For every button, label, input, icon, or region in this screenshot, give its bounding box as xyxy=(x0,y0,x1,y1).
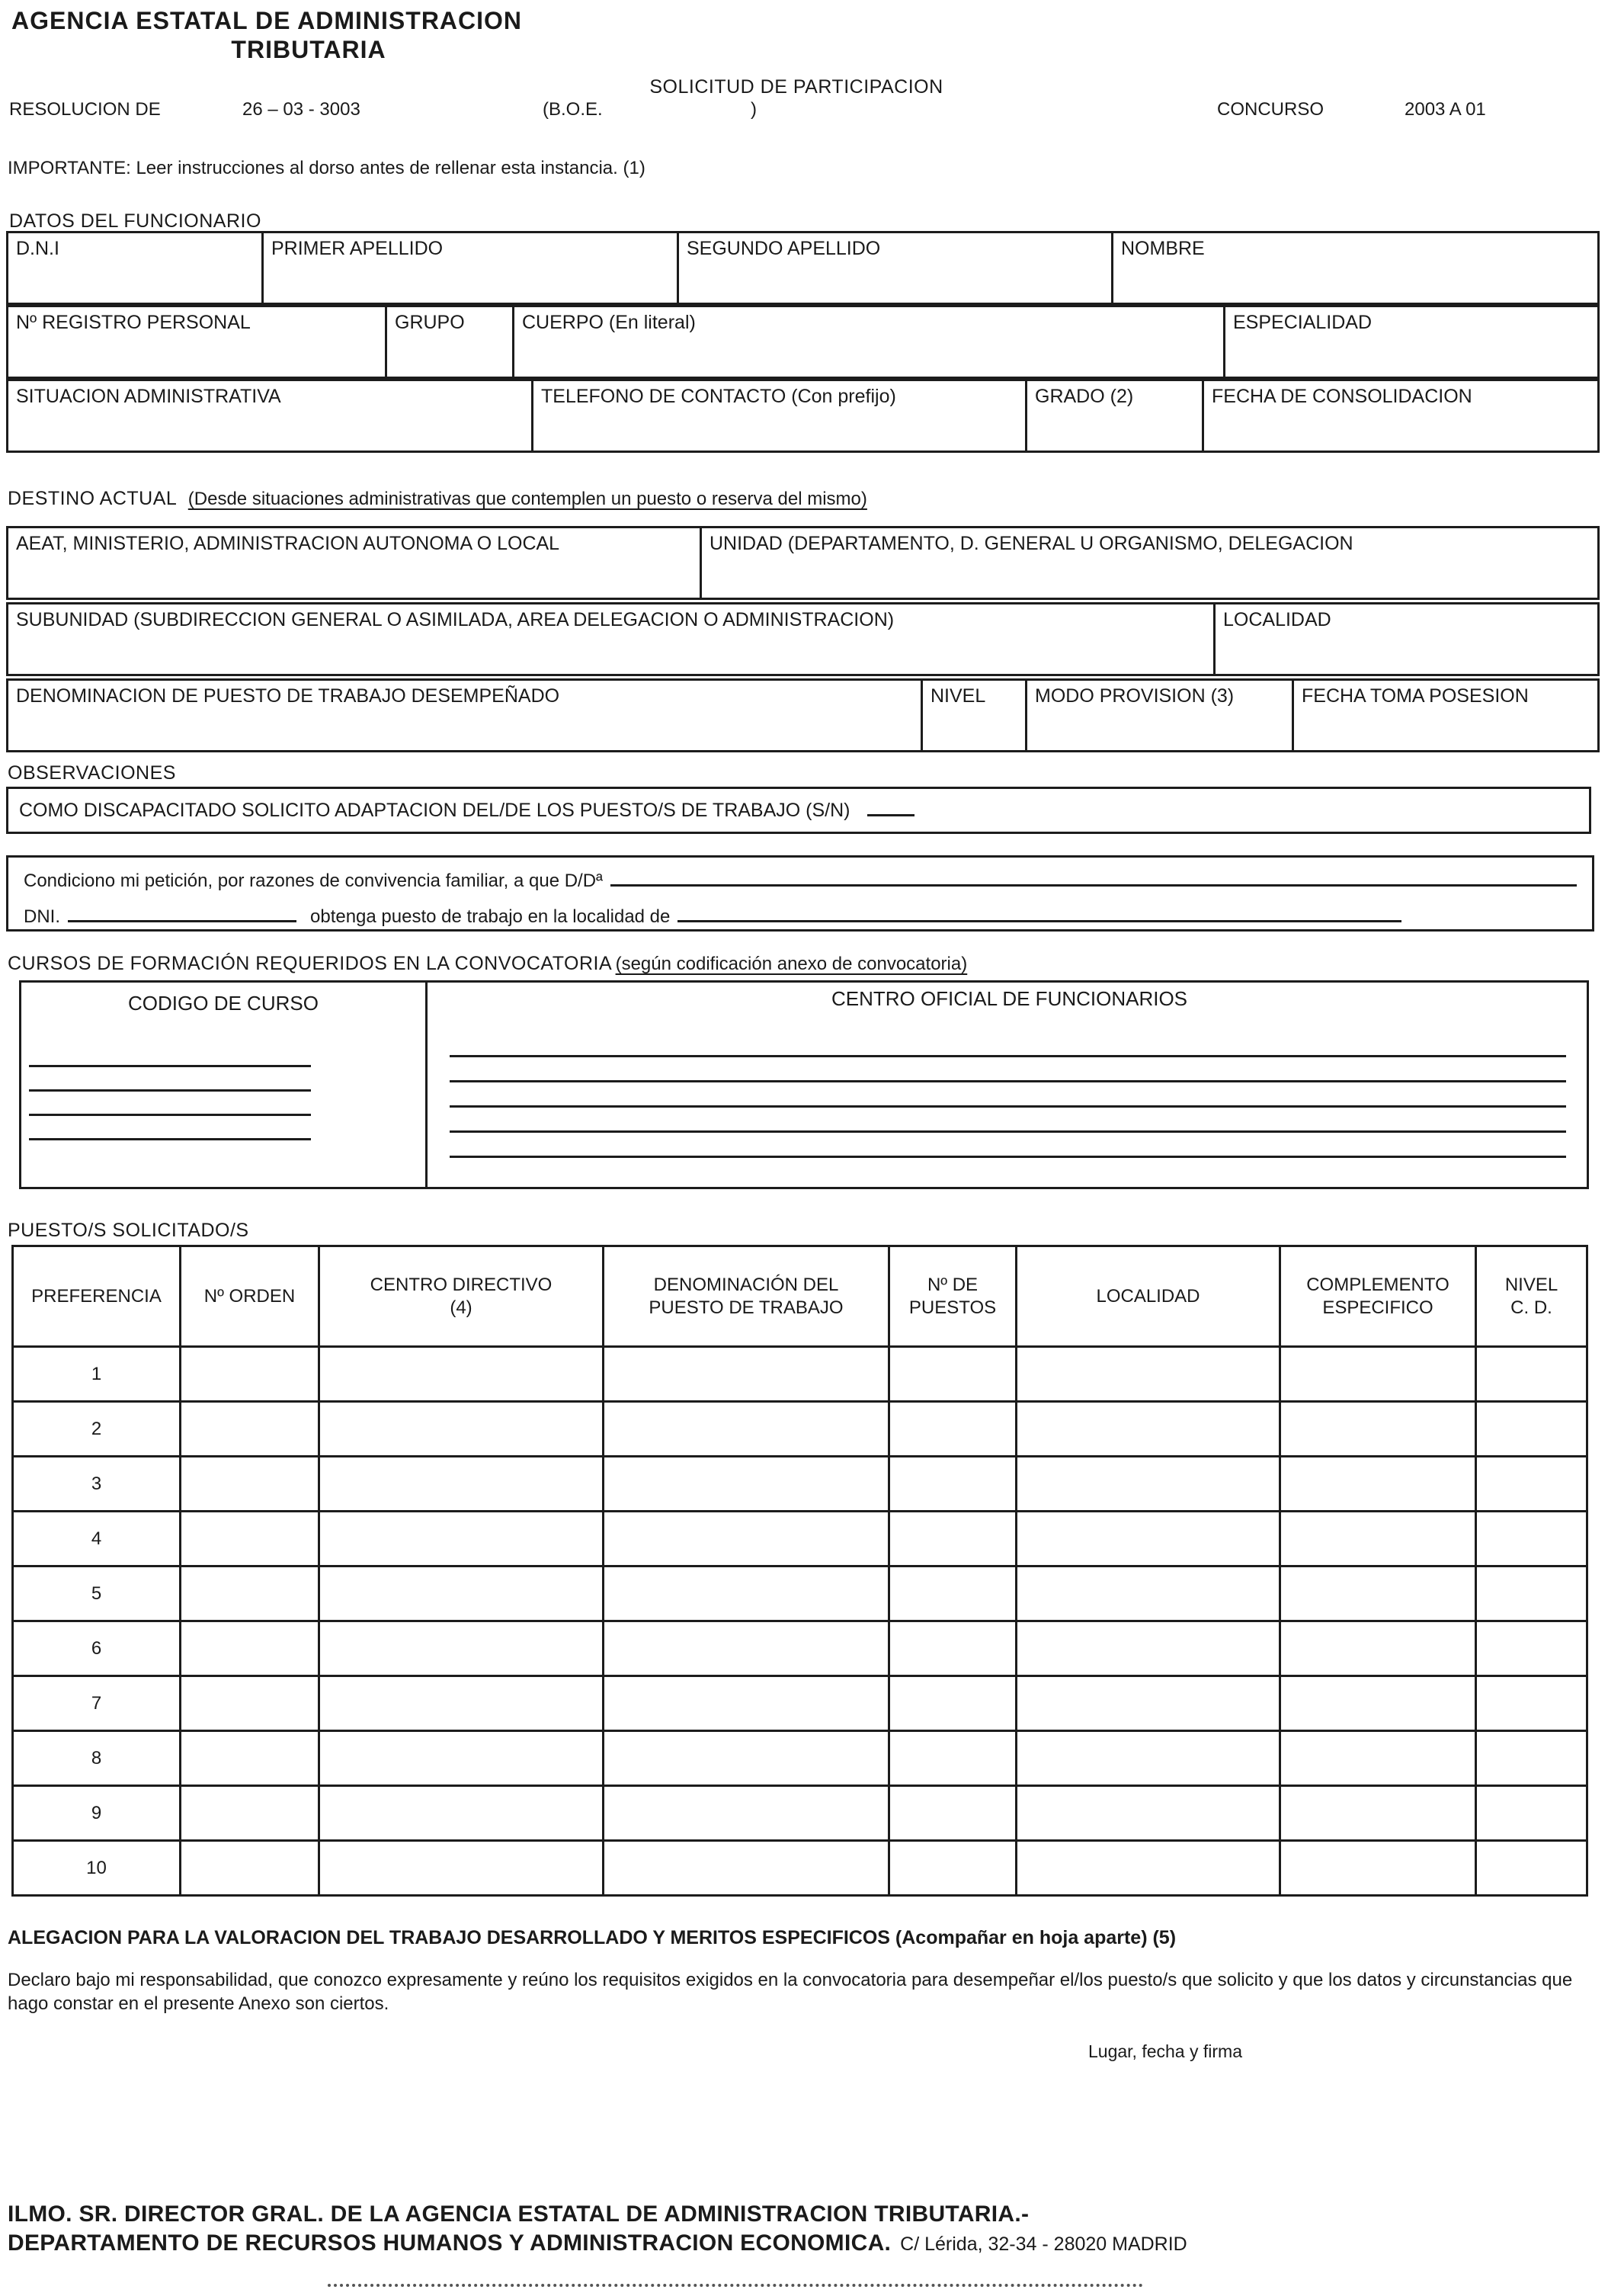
preferencia-number: 3 xyxy=(13,1457,181,1512)
puesto-cell xyxy=(889,1566,1017,1621)
puestos-row xyxy=(13,1566,1587,1621)
puesto-cell xyxy=(604,1402,889,1457)
preferencia-number: 9 xyxy=(13,1786,181,1841)
puesto-cell xyxy=(319,1457,604,1512)
puesto-cell xyxy=(889,1841,1017,1896)
puesto-cell xyxy=(1017,1566,1280,1621)
resolucion-label: RESOLUCION DE xyxy=(9,99,161,120)
preferencia-number: 1 xyxy=(13,1347,181,1402)
puestos-row xyxy=(13,1402,1587,1457)
puesto-cell xyxy=(181,1621,319,1676)
section-title-destino-actual xyxy=(8,488,867,510)
field-registro-personal: Nº REGISTRO PERSONAL xyxy=(8,306,386,378)
preferencia-number: 8 xyxy=(13,1731,181,1786)
puesto-cell xyxy=(1476,1512,1587,1566)
blank-line-localidad xyxy=(677,903,1401,922)
field-grado: GRADO (2) xyxy=(1027,380,1203,452)
puesto-cell xyxy=(1280,1402,1476,1457)
puestos-row xyxy=(13,1841,1587,1896)
puesto-cell xyxy=(181,1512,319,1566)
blank-line-sn xyxy=(867,797,915,816)
important-note: IMPORTANTE: Leer instrucciones al dorso antes de rellenar esta instancia. (1) xyxy=(8,158,645,178)
footer-line1: ILMO. SR. DIRECTOR GRAL. DE LA AGENCIA ESTATAL DE ADMINISTRACION TRIBUTARIA.- xyxy=(8,2201,1030,2227)
codigo-blank-line xyxy=(29,1065,311,1067)
puesto-cell xyxy=(1280,1841,1476,1896)
declaracion-text: Declaro bajo mi responsabilidad, que conozco expresamente y reúno los requisitos exigidos en la convocatoria para desempeñar el/los puesto/s que solicito y que los datos y circunstancias que hago constar en el presente Anexo son ciertos. xyxy=(8,1970,1573,2014)
blank-line-nombre-familiar xyxy=(610,867,1577,887)
puesto-cell xyxy=(889,1676,1017,1731)
puesto-cell xyxy=(319,1841,604,1896)
puesto-cell xyxy=(1476,1841,1587,1896)
puesto-cell xyxy=(319,1402,604,1457)
puesto-cell xyxy=(889,1402,1017,1457)
puestos-row xyxy=(13,1621,1587,1676)
condiciono-line1-text: Condiciono mi petición, por razones de convivencia familiar, a que D/Dª xyxy=(24,871,603,891)
puesto-cell xyxy=(1017,1512,1280,1566)
codigo-blank-line xyxy=(29,1114,311,1116)
puesto-cell xyxy=(319,1731,604,1786)
centro-blank-line xyxy=(450,1156,1566,1158)
field-nombre: NOMBRE xyxy=(1113,232,1599,304)
puesto-cell xyxy=(319,1786,604,1841)
section-title-observaciones: OBSERVACIONES xyxy=(8,762,176,784)
puesto-cell xyxy=(1280,1786,1476,1841)
field-especialidad: ESPECIALIDAD xyxy=(1225,306,1599,378)
section-title-cursos xyxy=(8,953,967,975)
cursos-codigo-header: CODIGO DE CURSO xyxy=(128,992,319,1015)
puesto-cell xyxy=(604,1841,889,1896)
centro-blank-line xyxy=(450,1105,1566,1108)
centro-blank-line xyxy=(450,1080,1566,1082)
puestos-row xyxy=(13,1731,1587,1786)
resolucion-row xyxy=(0,99,1608,123)
field-grupo: GRUPO xyxy=(386,306,514,378)
puesto-cell xyxy=(604,1347,889,1402)
puesto-cell xyxy=(889,1512,1017,1566)
puesto-cell xyxy=(889,1457,1017,1512)
field-localidad: LOCALIDAD xyxy=(1215,604,1599,675)
field-aeat-ministerio: AEAT, MINISTERIO, ADMINISTRACION AUTONOMA O LOCAL xyxy=(8,528,701,599)
datos-row-2 xyxy=(6,305,1600,379)
preferencia-number: 7 xyxy=(13,1676,181,1731)
puesto-cell xyxy=(319,1347,604,1402)
puesto-cell xyxy=(604,1676,889,1731)
puestos-header-row xyxy=(13,1246,1587,1347)
discapacitado-text: COMO DISCAPACITADO SOLICITO ADAPTACION DEL/DE LOS PUESTO/S DE TRABAJO (S/N) xyxy=(19,800,850,821)
puesto-cell xyxy=(1017,1786,1280,1841)
preferencia-number: 2 xyxy=(13,1402,181,1457)
destino-row-3 xyxy=(6,678,1600,752)
puesto-cell xyxy=(889,1786,1017,1841)
puesto-cell xyxy=(1280,1566,1476,1621)
puesto-cell xyxy=(181,1402,319,1457)
puesto-cell xyxy=(319,1621,604,1676)
puesto-cell xyxy=(1017,1347,1280,1402)
field-denominacion-puesto: DENOMINACION DE PUESTO DE TRABAJO DESEMPEÑADO xyxy=(8,680,922,752)
puesto-cell xyxy=(1476,1786,1587,1841)
codigo-blank-line xyxy=(29,1089,311,1092)
col-header-num-puestos: Nº DE PUESTOS xyxy=(889,1246,1017,1347)
field-fecha-consolidacion: FECHA DE CONSOLIDACION xyxy=(1203,380,1599,452)
cursos-title-note: (según codificación anexo de convocatoria) xyxy=(615,954,968,974)
firma-label: Lugar, fecha y firma xyxy=(1088,2041,1242,2061)
puesto-cell xyxy=(1476,1621,1587,1676)
destino-row-2 xyxy=(6,602,1600,676)
puesto-cell xyxy=(1017,1731,1280,1786)
destino-title: DESTINO ACTUAL xyxy=(8,488,178,509)
cursos-box xyxy=(19,980,1589,1189)
section-title-datos-funcionario: DATOS DEL FUNCIONARIO xyxy=(9,210,261,232)
field-modo-provision: MODO PROVISION (3) xyxy=(1027,680,1293,752)
preferencia-number: 5 xyxy=(13,1566,181,1621)
puesto-cell xyxy=(604,1457,889,1512)
puestos-row xyxy=(13,1512,1587,1566)
puesto-cell xyxy=(889,1621,1017,1676)
puesto-cell xyxy=(1476,1566,1587,1621)
agency-title xyxy=(11,6,606,64)
puesto-cell xyxy=(889,1731,1017,1786)
puestos-row xyxy=(13,1347,1587,1402)
puestos-table xyxy=(11,1245,1588,1897)
col-header-localidad: LOCALIDAD xyxy=(1017,1246,1280,1347)
codigo-blank-line xyxy=(29,1138,311,1140)
cursos-title: CURSOS DE FORMACIÓN REQUERIDOS EN LA CONVOCATORIA xyxy=(8,953,613,974)
col-header-preferencia: PREFERENCIA xyxy=(13,1246,181,1347)
field-situacion-administrativa: SITUACION ADMINISTRATIVA xyxy=(8,380,533,452)
puesto-cell xyxy=(889,1347,1017,1402)
blank-line-dni xyxy=(68,903,296,922)
puesto-cell xyxy=(1476,1676,1587,1731)
field-dni: D.N.I xyxy=(8,232,263,304)
puesto-cell xyxy=(1017,1841,1280,1896)
puesto-cell xyxy=(1017,1457,1280,1512)
datos-row-3 xyxy=(6,379,1600,453)
puesto-cell xyxy=(604,1621,889,1676)
puesto-cell xyxy=(1280,1512,1476,1566)
puestos-row xyxy=(13,1676,1587,1731)
field-primer-apellido: PRIMER APELLIDO xyxy=(263,232,678,304)
condiciono-line2-text: obtenga puesto de trabajo en la localidad de xyxy=(310,906,671,927)
form-title: SOLICITUD DE PARTICIPACION xyxy=(649,76,943,98)
puesto-cell xyxy=(181,1347,319,1402)
puesto-cell xyxy=(1280,1731,1476,1786)
col-header-nivel-cd: NIVEL C. D. xyxy=(1476,1246,1587,1347)
puesto-cell xyxy=(604,1786,889,1841)
observaciones-box xyxy=(6,787,1591,834)
resolucion-date: 26 – 03 - 3003 xyxy=(242,99,360,120)
agency-title-line1: AGENCIA ESTATAL DE ADMINISTRACION xyxy=(11,7,523,34)
puesto-cell xyxy=(1280,1457,1476,1512)
field-subunidad: SUBUNIDAD (SUBDIRECCION GENERAL O ASIMILADA, AREA DELEGACION O ADMINISTRACION) xyxy=(8,604,1215,675)
puestos-row xyxy=(13,1457,1587,1512)
puesto-cell xyxy=(1476,1347,1587,1402)
section-title-puestos: PUESTO/S SOLICITADO/S xyxy=(8,1220,249,1241)
preferencia-number: 6 xyxy=(13,1621,181,1676)
destino-subtitle: (Desde situaciones administrativas que contemplen un puesto o reserva del mismo) xyxy=(187,489,867,509)
field-nivel: NIVEL xyxy=(922,680,1027,752)
puesto-cell xyxy=(319,1676,604,1731)
puesto-cell xyxy=(1017,1621,1280,1676)
puesto-cell xyxy=(181,1676,319,1731)
puesto-cell xyxy=(1476,1402,1587,1457)
field-fecha-toma-posesion: FECHA TOMA POSESION xyxy=(1293,680,1599,752)
destino-row-1 xyxy=(6,526,1600,600)
puesto-cell xyxy=(1280,1347,1476,1402)
field-telefono-contacto: TELEFONO DE CONTACTO (Con prefijo) xyxy=(533,380,1027,452)
field-unidad: UNIDAD (DEPARTAMENTO, D. GENERAL U ORGANISMO, DELEGACION xyxy=(701,528,1599,599)
puesto-cell xyxy=(1476,1731,1587,1786)
preferencia-number: 10 xyxy=(13,1841,181,1896)
puesto-cell xyxy=(1280,1621,1476,1676)
puesto-cell xyxy=(1017,1402,1280,1457)
puestos-row xyxy=(13,1786,1587,1841)
col-header-complemento: COMPLEMENTO ESPECIFICO xyxy=(1280,1246,1476,1347)
col-header-centro-directivo: CENTRO DIRECTIVO (4) xyxy=(319,1246,604,1347)
puesto-cell xyxy=(1017,1676,1280,1731)
condiciono-dni-label: DNI. xyxy=(24,906,60,927)
puesto-cell xyxy=(319,1512,604,1566)
col-header-orden: Nº ORDEN xyxy=(181,1246,319,1347)
puesto-cell xyxy=(604,1566,889,1621)
alegacion-note: ALEGACION PARA LA VALORACION DEL TRABAJO DESARROLLADO Y MERITOS ESPECIFICOS (Acompañar en hoja aparte) (5) xyxy=(8,1927,1177,1948)
boe-close-label: ) xyxy=(751,99,757,120)
agency-title-line2: TRIBUTARIA xyxy=(231,36,386,63)
condiciono-box xyxy=(6,855,1594,932)
cursos-column-divider xyxy=(425,983,428,1187)
boe-open-label: (B.O.E. xyxy=(543,99,603,120)
puesto-cell xyxy=(181,1786,319,1841)
concurso-label: CONCURSO xyxy=(1217,99,1325,120)
footer-address: C/ Lérida, 32-34 - 28020 MADRID xyxy=(900,2233,1187,2255)
scan-artifact-dotted-line xyxy=(328,2284,1143,2287)
col-header-denominacion: DENOMINACIÓN DEL PUESTO DE TRABAJO xyxy=(604,1246,889,1347)
concurso-value: 2003 A 01 xyxy=(1405,99,1486,120)
puesto-cell xyxy=(1280,1676,1476,1731)
puesto-cell xyxy=(604,1512,889,1566)
puesto-cell xyxy=(1476,1457,1587,1512)
puesto-cell xyxy=(181,1566,319,1621)
puesto-cell xyxy=(181,1841,319,1896)
preferencia-number: 4 xyxy=(13,1512,181,1566)
centro-blank-line xyxy=(450,1055,1566,1057)
centro-blank-line xyxy=(450,1130,1566,1133)
puesto-cell xyxy=(181,1731,319,1786)
field-cuerpo: CUERPO (En literal) xyxy=(514,306,1225,378)
puesto-cell xyxy=(319,1566,604,1621)
datos-row-1 xyxy=(6,231,1600,305)
puesto-cell xyxy=(181,1457,319,1512)
puesto-cell xyxy=(604,1731,889,1786)
footer-line2 xyxy=(8,2230,1608,2256)
field-segundo-apellido: SEGUNDO APELLIDO xyxy=(678,232,1113,304)
footer-departamento: DEPARTAMENTO DE RECURSOS HUMANOS Y ADMINISTRACION ECONOMICA. xyxy=(8,2230,892,2256)
cursos-centro-header: CENTRO OFICIAL DE FUNCIONARIOS xyxy=(831,987,1188,1010)
